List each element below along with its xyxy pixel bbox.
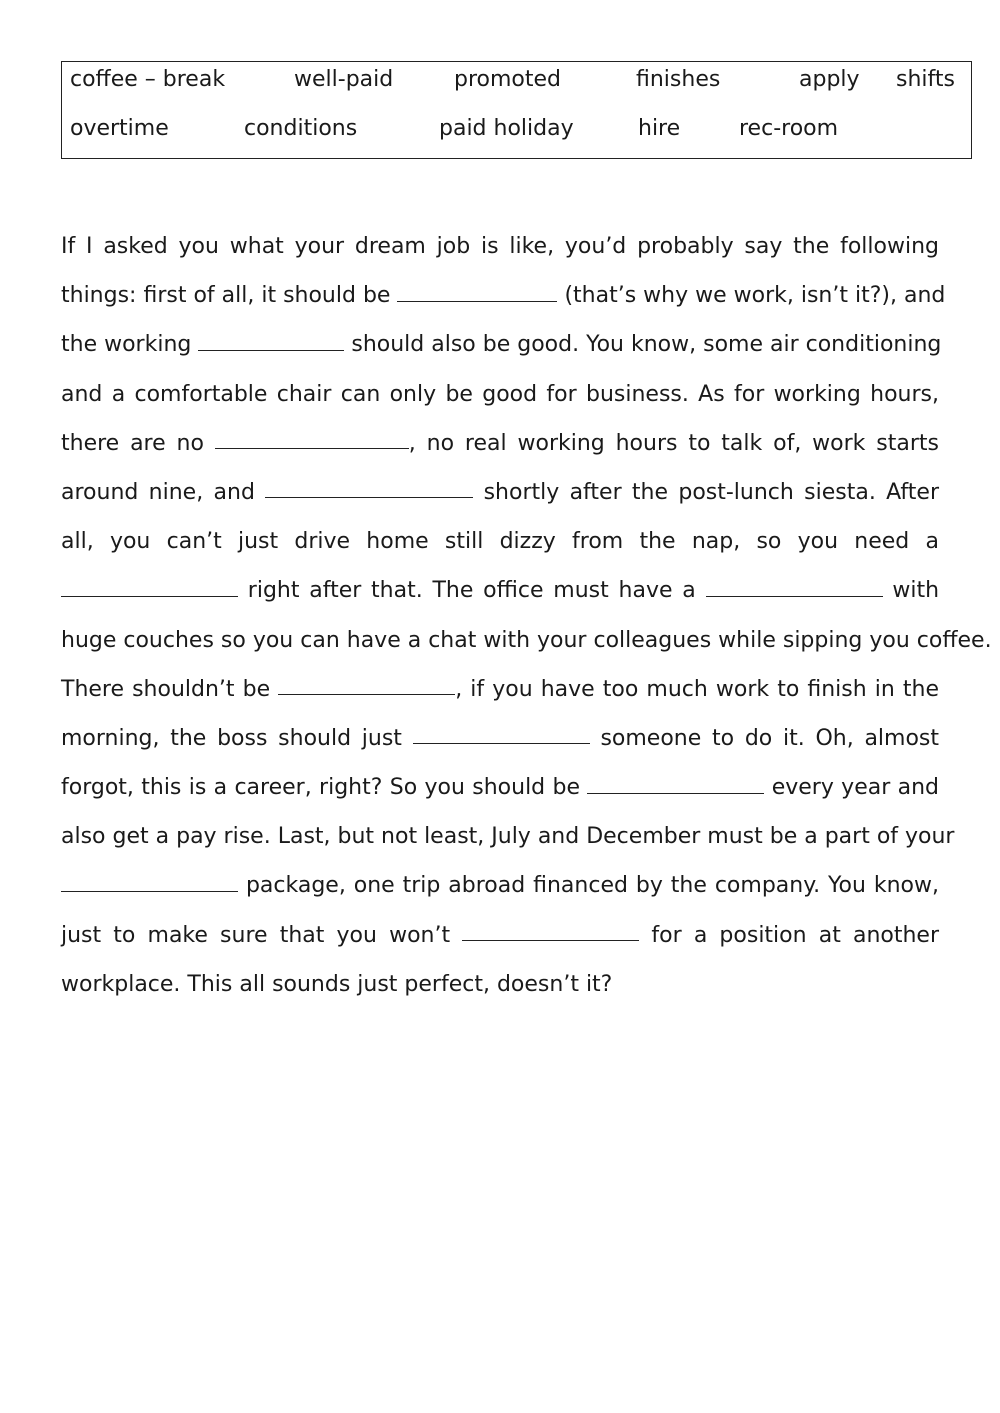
- passage-line: just to make sure that you won’t for a position at another: [61, 922, 940, 948]
- answer-blank[interactable]: [413, 743, 590, 744]
- answer-blank[interactable]: [462, 940, 639, 941]
- passage-line: There shouldn’t be , if you have too much work to finish in the: [61, 676, 939, 702]
- passage-line: package, one trip abroad financed by the company. You know,: [61, 861, 939, 910]
- word-paid-holiday: paid holiday: [439, 116, 574, 141]
- answer-blank[interactable]: [265, 497, 473, 498]
- answer-blank[interactable]: [706, 596, 883, 597]
- word-coffee-break: coffee – break: [70, 67, 226, 92]
- word-shifts: shifts: [896, 67, 955, 92]
- answer-blank[interactable]: [215, 448, 409, 449]
- word-conditions: conditions: [244, 116, 358, 141]
- answer-blank[interactable]: [198, 350, 344, 351]
- passage-line: If I asked you what your dream job is like, you’d probably say the following: [61, 234, 939, 259]
- word-promoted: promoted: [454, 67, 562, 92]
- passage-line: there are no , no real working hours to talk of, work starts: [61, 430, 939, 456]
- passage-line: also get a pay rise. Last, but not least, July and December must be a part of your: [61, 824, 955, 850]
- passage-line: right after that. The office must have a with: [61, 566, 939, 615]
- word-overtime: overtime: [70, 116, 169, 141]
- passage-line: workplace. This all sounds just perfect, doesn’t it?: [61, 971, 613, 997]
- answer-blank[interactable]: [61, 596, 238, 597]
- word-hire: hire: [638, 116, 681, 141]
- passage-line: the working should also be good. You know, some air conditioning: [61, 332, 942, 358]
- answer-blank[interactable]: [61, 891, 238, 892]
- answer-blank[interactable]: [278, 694, 455, 695]
- passage-line: things: first of all, it should be (that’s why we work, isn’t it?), and: [61, 283, 946, 309]
- gap-fill-passage: [61, 222, 992, 1009]
- answer-blank[interactable]: [587, 793, 764, 794]
- word-well-paid: well-paid: [294, 67, 394, 92]
- answer-blank[interactable]: [397, 301, 557, 302]
- word-apply: apply: [799, 67, 860, 92]
- passage-line: huge couches so you can have a chat with your colleagues while sipping you coffee.: [61, 627, 992, 653]
- passage-line: forgot, this is a career, right? So you should be every year and: [61, 775, 939, 801]
- passage-line: morning, the boss should just someone to do it. Oh, almost: [61, 725, 940, 751]
- passage-line: and a comfortable chair can only be good for business. As for working hours,: [61, 381, 939, 407]
- word-bank-box: [61, 61, 972, 159]
- passage-line: around nine, and shortly after the post-lunch siesta. After: [61, 479, 939, 505]
- word-rec-room: rec-room: [739, 116, 839, 141]
- passage-line: all, you can’t just drive home still dizzy from the nap, so you need a: [61, 529, 939, 555]
- word-finishes: finishes: [636, 67, 721, 92]
